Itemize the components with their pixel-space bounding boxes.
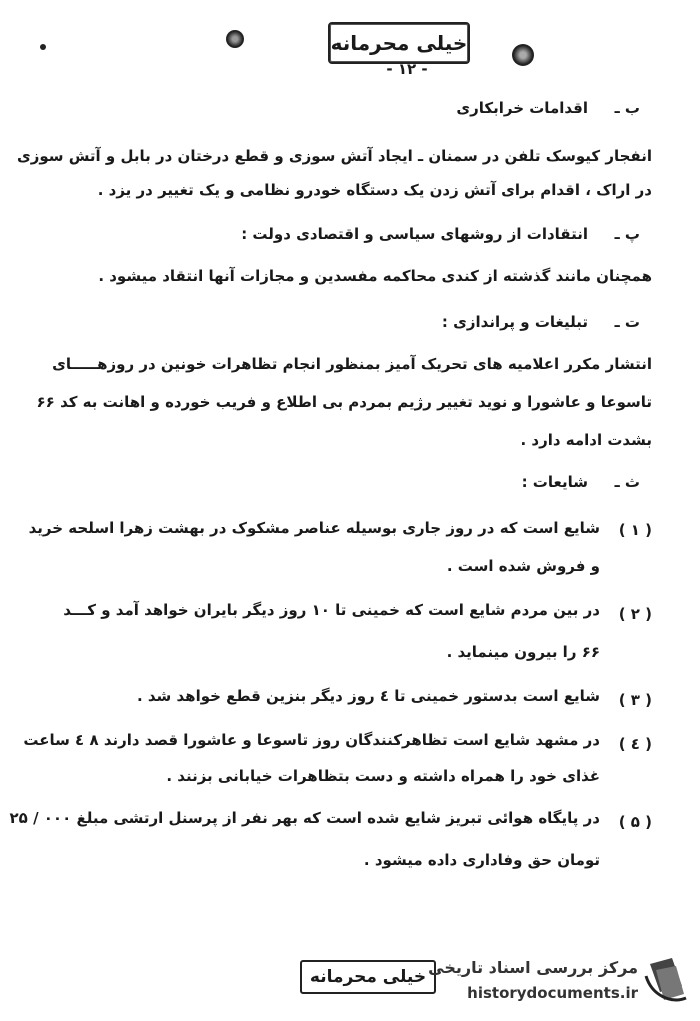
rumor-text-line: غذای خود را همراه داشته و دست بتظاهرات خیابانی بزنند .	[166, 767, 600, 785]
section-text-line: انفجار کیوسک تلفن در سمنان ـ ایجاد آتش سوزی و قطع درختان در بابل و آتش سوزی	[16, 147, 652, 165]
rumor-text-line: شایع است بدستور خمینی تا ٤ روز دیگر بنزین قطع خواهد شد .	[136, 687, 600, 705]
section-text-line: بشدت ادامه دارد .	[520, 431, 652, 449]
section-marker-th: ث ـ	[614, 473, 640, 491]
rumor-text-line: ۶۶ را بیرون مینماید .	[446, 643, 600, 661]
rumor-text-line: شایع است که در روز جاری بوسیله عناصر مشکوک در بهشت زهرا اسلحه خرید	[28, 519, 600, 537]
classification-stamp-bottom: خیلی محرمانه	[300, 960, 436, 994]
rumor-number: ( ۱ )	[618, 521, 652, 539]
section-heading-th: شایعات :	[521, 473, 588, 491]
punch-hole-mark	[512, 44, 534, 66]
rumor-number: ( ۵ )	[618, 813, 652, 831]
rumor-text-line: در بین مردم شایع است که خمینی تا ۱۰ روز دیگر بایران خواهد آمد و کـــد	[63, 601, 600, 619]
archive-watermark	[420, 952, 690, 1012]
archive-logo-icon	[642, 956, 690, 1006]
ink-dot-mark	[40, 44, 46, 50]
section-heading-p: انتقادات از روشهای سیاسی و اقتصادی دولت :	[241, 225, 588, 243]
page-number: - ۱۲ -	[386, 60, 428, 78]
section-text-line: در اراک ، اقدام برای آتش زدن یک دستگاه خودرو نظامی و یک تغییر در یزد .	[97, 181, 652, 199]
rumor-text-line: و فروش شده است .	[446, 557, 600, 575]
section-marker-p: پ ـ	[614, 225, 640, 243]
punch-hole-mark	[226, 30, 244, 48]
rumor-number: ( ٤ )	[618, 735, 652, 753]
section-heading-b: اقدامات خرابکاری	[456, 99, 588, 117]
rumor-text-line: در مشهد شایع است تظاهرکنندگان روز تاسوعا و عاشورا قصد دارند ۸ ٤ ساعت	[23, 731, 600, 749]
section-text-line: تاسوعا و عاشورا و نوید تغییر رژیم بمردم بی اطلاع و فریب خورده و اهانت به کد ۶۶	[36, 393, 652, 411]
watermark-title: مرکز بررسی اسناد تاریخی	[428, 958, 638, 977]
watermark-url: historydocuments.ir	[467, 984, 638, 1002]
section-marker-t: ت ـ	[614, 313, 640, 331]
rumor-text-line: در پایگاه هوائی تبریز شایع شده است که بهر نفر از پرسنل ارتشی مبلغ ۰۰۰ / ۲۵	[9, 809, 600, 827]
rumor-text-line: تومان حق وفاداری داده میشود .	[363, 851, 600, 869]
classification-stamp-top: خیلی محرمانه	[328, 22, 470, 64]
section-heading-t: تبلیغات و پراندازی :	[441, 313, 588, 331]
section-text-line: انتشار مکرر اعلامیه های تحریک آمیز بمنظور انجام تظاهرات خونین در روزهـــــای	[52, 355, 652, 373]
section-text-line: همچنان مانند گذشته از کندی محاکمه مفسدین و مجازات آنها انتقاد میشود .	[98, 267, 652, 285]
section-marker-b: ب ـ	[614, 99, 640, 117]
rumor-number: ( ۳ )	[618, 691, 652, 709]
rumor-number: ( ۲ )	[618, 605, 652, 623]
